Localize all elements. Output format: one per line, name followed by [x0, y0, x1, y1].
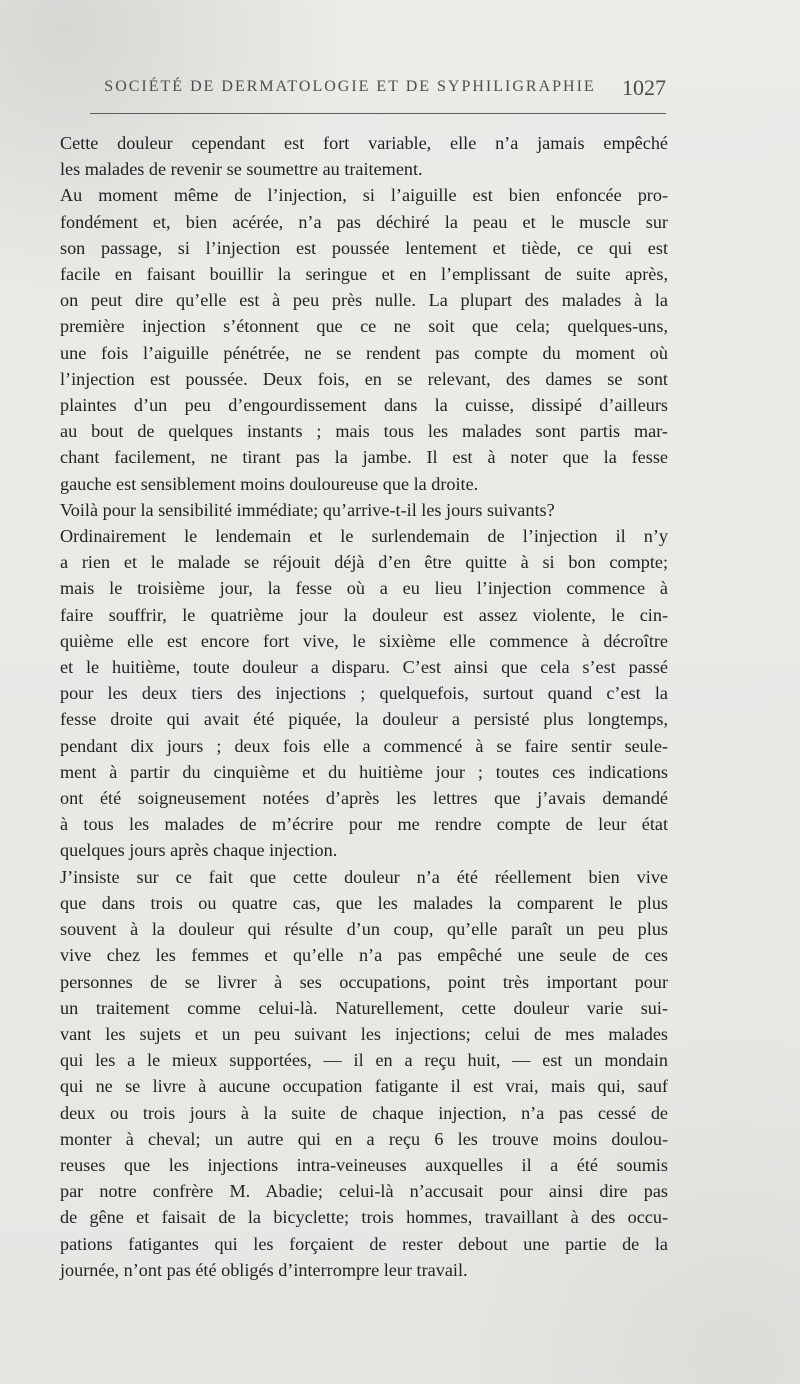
line-2-10: au bout de quelques instants ; mais tous les malades sont partis mar-: [60, 421, 668, 442]
line-5-3: souvent à la douleur qui résulte d’un coup, qu’elle paraît un peu plus: [60, 919, 668, 940]
line-5-10: deux ou trois jours à la suite de chaque injection, n’a pas cessé de: [60, 1102, 668, 1123]
line-1-1: Cette douleur cependant est fort variable, elle n’a jamais empêché: [60, 133, 668, 153]
line-4-10: ment à partir du cinquième et du huitième jour ; toutes ces indications: [60, 761, 668, 782]
line-5-2: que dans trois ou quatre cas, que les malades la comparent le plus: [60, 892, 668, 913]
body-text: [60, 130, 668, 1283]
line-2-12: gauche est sensiblement moins douloureuse que la droite.: [60, 473, 479, 494]
line-4-4: faire souffrir, le quatrième jour la douleur est assez violente, le cin-: [60, 604, 668, 625]
line-5-13: par notre confrère M. Abadie; celui-là n’accusait pour ainsi dire pas: [60, 1181, 668, 1202]
line-4-13: quelques jours après chaque injection.: [60, 840, 338, 861]
line-5-11: monter à cheval; un autre qui en a reçu 6 les trouve moins doulou-: [60, 1128, 668, 1149]
line-4-2: a rien et le malade se réjouit déjà d’en être quitte à si bon compte;: [60, 552, 668, 573]
line-4-7: pour les deux tiers des injections ; quelquefois, surtout quand c’est la: [60, 683, 668, 704]
line-2-3: son passage, si l’injection est poussée lentement et tiède, ce qui est: [60, 237, 668, 258]
line-5-6: un traitement comme celui-là. Naturellement, cette douleur varie sui-: [60, 997, 668, 1018]
line-4-8: fesse droite qui avait été piquée, la douleur a persisté plus longtemps,: [60, 709, 668, 730]
line-4-9: pendant dix jours ; deux fois elle a commencé à se faire sentir seule-: [60, 735, 668, 756]
line-4-6: et le huitième, toute douleur a disparu. C’est ainsi que cela s’est passé: [60, 657, 668, 678]
line-2-6: première injection s’étonnent que ce ne soit que cela; quelques-uns,: [60, 316, 668, 337]
line-4-3: mais le troisième jour, la fesse où a eu lieu l’injection commence à: [60, 578, 668, 599]
page-header: [90, 75, 666, 102]
line-4-12: à tous les malades de m’écrire pour me rendre compte de leur état: [60, 814, 668, 835]
line-5-9: qui ne se livre à aucune occupation fatigante il est vrai, mais qui, sauf: [60, 1076, 668, 1097]
line-5-8: qui les a le mieux supportées, — il en a reçu huit, — est un mondain: [60, 1050, 668, 1071]
line-5-7: vant les sujets et un peu suivant les injections; celui de mes malades: [60, 1023, 668, 1044]
line-5-16: journée, n’ont pas été obligés d’interrompre leur travail.: [60, 1259, 468, 1280]
line-2-4: facile en faisant bouillir la seringue et en l’emplissant de suite après,: [60, 264, 668, 285]
line-5-15: pations fatigantes qui les forçaient de rester debout une partie de la: [60, 1233, 668, 1254]
header-rule: [90, 113, 666, 114]
paragraph-4: [60, 523, 668, 864]
line-5-5: personnes de se livrer à ses occupations, point très important pour: [60, 971, 668, 992]
paragraph-2: [60, 182, 668, 496]
line-2-5: on peut dire qu’elle est à peu près nulle. La plupart des malades à la: [60, 290, 668, 311]
line-5-4: vive chez les femmes et qu’elle n’a pas empêché une seule de ces: [60, 945, 668, 966]
line-4-11: ont été soigneusement notées d’après les lettres que j’avais demandé: [60, 788, 668, 809]
line-2-11: chant facilement, ne tirant pas la jambe. Il est à noter que la fesse: [60, 447, 668, 468]
line-5-1: J’insiste sur ce fait que cette douleur n’a été réellement bien vive: [60, 866, 668, 887]
line-5-12: reuses que les injections intra-veineuses auxquelles il a été soumis: [60, 1154, 668, 1175]
line-2-2: fondément et, bien acérée, n’a pas déchiré la peau et le muscle sur: [60, 211, 668, 232]
line-2-1: Au moment même de l’injection, si l’aiguille est bien enfoncée pro-: [60, 185, 668, 206]
line-2-8: l’injection est poussée. Deux fois, en se relevant, des dames se sont: [60, 368, 668, 389]
line-4-5: quième elle est encore fort vive, le sixième elle commence à décroître: [60, 630, 668, 651]
running-head: SOCIÉTÉ DE DERMATOLOGIE ET DE SYPHILIGRAPHIE: [104, 78, 596, 95]
line-5-14: de gêne et faisait de la bicyclette; trois hommes, travaillant à des occu-: [60, 1207, 668, 1228]
line-4-1: Ordinairement le lendemain et le surlendemain de l’injection il n’y: [60, 526, 668, 547]
page-number: 1027: [622, 75, 666, 100]
paragraph-3: [60, 497, 668, 523]
line-1-2: les malades de revenir se soumettre au traitement.: [60, 159, 423, 180]
paragraph-5: [60, 864, 668, 1283]
line-2-9: plaintes d’un peu d’engourdissement dans la cuisse, dissipé d’ailleurs: [60, 395, 668, 416]
line-3-1: Voilà pour la sensibilité immédiate; qu’arrive-t-il les jours suivants?: [60, 499, 555, 520]
paragraph-1: [60, 130, 668, 182]
line-2-7: une fois l’aiguille pénétrée, ne se rendent pas compte du moment où: [60, 342, 668, 363]
